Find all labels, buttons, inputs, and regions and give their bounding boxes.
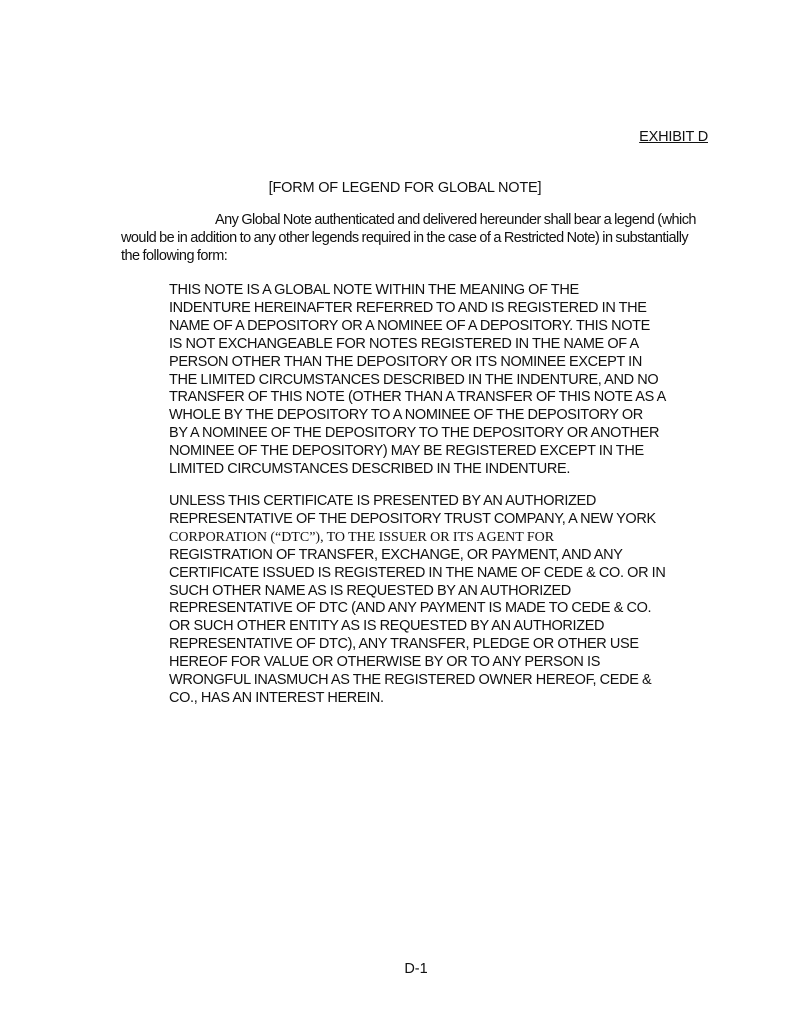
legend-line: NAME OF A DEPOSITORY OR A NOMINEE OF A DEPOSITORY. THIS NOTE	[169, 317, 650, 334]
legend-title: [FORM OF LEGEND FOR GLOBAL NOTE]	[268, 180, 542, 196]
legend-line: THE LIMITED CIRCUMSTANCES DESCRIBED IN THE INDENTURE, AND NO	[169, 371, 659, 388]
legend-line: THIS NOTE IS A GLOBAL NOTE WITHIN THE MEANING OF THE	[169, 282, 579, 298]
legend-line: WRONGFUL INASMUCH AS THE REGISTERED OWNER HEREOF, CEDE &	[169, 672, 652, 689]
exhibit-label: EXHIBIT D	[639, 129, 708, 145]
legend-line: SUCH OTHER NAME AS IS REQUESTED BY AN AUTHORIZED	[169, 582, 571, 599]
legend-line: INDENTURE HEREINAFTER REFERRED TO AND IS REGISTERED IN THE	[169, 299, 647, 316]
legend-line: TRANSFER OF THIS NOTE (OTHER THAN A TRANSFER OF THIS NOTE AS A	[169, 389, 666, 406]
legend-line: CERTIFICATE ISSUED IS REGISTERED IN THE NAME OF CEDE & CO. OR IN	[169, 564, 666, 581]
legend-line: WHOLE BY THE DEPOSITORY TO A NOMINEE OF THE DEPOSITORY OR	[169, 407, 643, 424]
legend-line: IS NOT EXCHANGEABLE FOR NOTES REGISTERED IN THE NAME OF A	[169, 335, 639, 352]
legend-line: REPRESENTATIVE OF DTC), ANY TRANSFER, PLEDGE OR OTHER USE	[169, 636, 639, 653]
legend-line: REPRESENTATIVE OF DTC (AND ANY PAYMENT IS MADE TO CEDE & CO.	[169, 600, 652, 617]
legend-line: NOMINEE OF THE DEPOSITORY) MAY BE REGISTERED EXCEPT IN THE	[169, 443, 644, 460]
legend-line: PERSON OTHER THAN THE DEPOSITORY OR ITS NOMINEE EXCEPT IN	[169, 353, 642, 370]
legend-paragraph-2	[169, 493, 714, 708]
legend-line: LIMITED CIRCUMSTANCES DESCRIBED IN THE INDENTURE.	[169, 461, 571, 478]
page-number: D-1	[404, 961, 428, 977]
legend-line: REPRESENTATIVE OF THE DEPOSITORY TRUST COMPANY, A NEW YORK	[169, 510, 656, 527]
intro-paragraph: Any Global Note authenticated and delivered hereunder shall bear a legend (which would be in addition to any other legends required in the case of a Restricted Note) in substantially the following form:	[121, 212, 696, 264]
legend-line: UNLESS THIS CERTIFICATE IS PRESENTED BY AN AUTHORIZED	[169, 493, 596, 509]
legend-line: CO., HAS AN INTEREST HEREIN.	[169, 689, 384, 706]
legend-line: HEREOF FOR VALUE OR OTHERWISE BY OR TO ANY PERSON IS	[169, 654, 601, 671]
legend-line: REGISTRATION OF TRANSFER, EXCHANGE, OR PAYMENT, AND ANY	[169, 546, 623, 563]
legend-paragraph-1	[169, 282, 714, 479]
legend-line: CORPORATION (“DTC”), TO THE ISSUER OR ITS AGENT FOR	[169, 529, 555, 545]
legend-line: OR SUCH OTHER ENTITY AS IS REQUESTED BY AN AUTHORIZED	[169, 618, 605, 635]
legend-line: BY A NOMINEE OF THE DEPOSITORY TO THE DEPOSITORY OR ANOTHER	[169, 425, 660, 442]
